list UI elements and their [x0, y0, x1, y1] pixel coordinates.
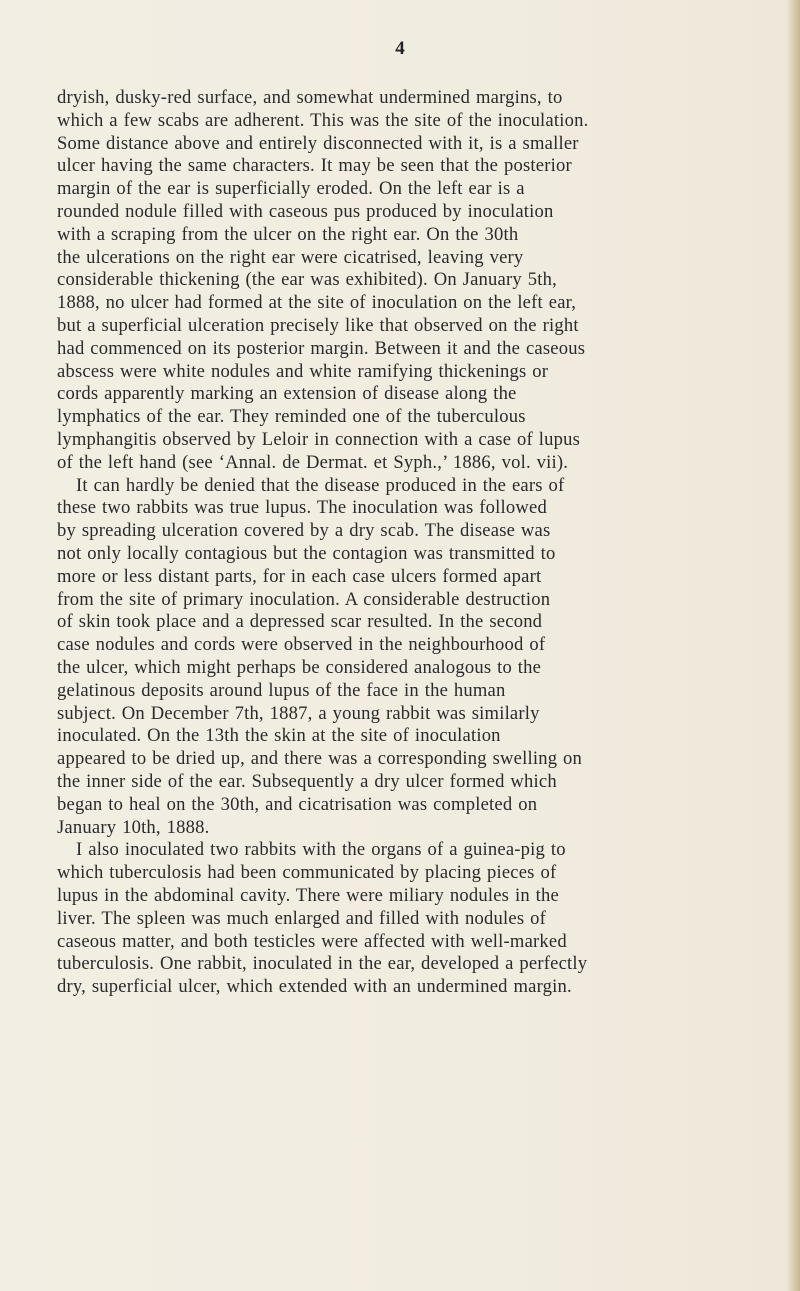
text-line: of the left hand (see ‘Annal. de Dermat. et Syph.,’ 1886, vol. vii).: [57, 451, 569, 473]
page-edge-shadow: [786, 0, 800, 1291]
text-line: by spreading ulceration covered by a dry scab. The disease was: [57, 520, 551, 542]
text-line: considerable thickening (the ear was exhibited). On January 5th,: [57, 269, 557, 291]
page-number: 4: [395, 38, 405, 59]
text-line: began to heal on the 30th, and cicatrisation was completed on: [57, 793, 538, 815]
text-line: of skin took place and a depressed scar resulted. In the second: [57, 611, 543, 633]
text-line: tuberculosis. One rabbit, inoculated in the ear, developed a perfectly: [57, 953, 588, 975]
text-line: margin of the ear is superficially eroded. On the left ear is a: [57, 178, 525, 200]
text-line: January 10th, 1888.: [57, 816, 210, 838]
text-line: case nodules and cords were observed in the neighbourhood of: [57, 634, 546, 656]
text-line: with a scraping from the ulcer on the right ear. On the 30th: [57, 223, 519, 245]
text-line: lymphangitis observed by Leloir in connection with a case of lupus: [57, 429, 581, 450]
text-line: inoculated. On the 13th the skin at the site of inoculation: [57, 725, 501, 747]
text-line: which a few scabs are adherent. This was the site of the inoculation.: [57, 109, 589, 131]
text-line: I also inoculated two rabbits with the organs of a guinea-pig to: [76, 839, 566, 861]
text-line: rounded nodule filled with caseous pus produced by inoculation: [57, 201, 554, 222]
text-line: 1888, no ulcer had formed at the site of inoculation on the left ear,: [57, 292, 577, 314]
text-line: liver. The spleen was much enlarged and filled with nodules of: [57, 907, 547, 929]
text-line: lupus in the abdominal cavity. There were miliary nodules in the: [57, 885, 559, 906]
text-line: more or less distant parts, for in each case ulcers formed apart: [57, 565, 542, 587]
text-line: It can hardly be denied that the disease produced in the ears of: [76, 474, 565, 496]
text-line: from the site of primary inoculation. A considerable destruction: [57, 588, 551, 610]
text-line: dry, superficial ulcer, which extended with an undermined margin.: [57, 976, 572, 998]
text-line: had commenced on its posterior margin. Between it and the caseous: [57, 337, 586, 359]
text-line: not only locally contagious but the contagion was transmitted to: [57, 543, 556, 564]
text-line: which tuberculosis had been communicated by placing pieces of: [57, 862, 557, 884]
text-line: Some distance above and entirely disconnected with it, is a smaller: [57, 132, 579, 154]
text-line: but a superficial ulceration precisely like that observed on the right: [57, 315, 579, 336]
text-line: subject. On December 7th, 1887, a young rabbit was similarly: [57, 702, 540, 724]
text-line: gelatinous deposits around lupus of the face in the human: [57, 679, 506, 701]
text-line: cords apparently marking an extension of disease along the: [57, 383, 517, 405]
text-line: abscess were white nodules and white ramifying thickenings or: [57, 360, 549, 382]
text-line: the ulcer, which might perhaps be considered analogous to the: [57, 657, 542, 678]
text-line: ulcer having the same characters. It may be seen that the posterior: [57, 155, 572, 177]
text-line: lymphatics of the ear. They reminded one of the tuberculous: [57, 406, 526, 428]
text-line: dryish, dusky-red surface, and somewhat undermined margins, to: [57, 87, 563, 108]
text-line: the ulcerations on the right ear were cicatrised, leaving very: [57, 246, 524, 268]
text-line: these two rabbits was true lupus. The inoculation was followed: [57, 497, 547, 519]
text-line: caseous matter, and both testicles were affected with well-marked: [57, 930, 567, 952]
text-line: appeared to be dried up, and there was a corresponding swelling on: [57, 748, 583, 770]
text-line: the inner side of the ear. Subsequently a dry ulcer formed which: [57, 771, 557, 792]
